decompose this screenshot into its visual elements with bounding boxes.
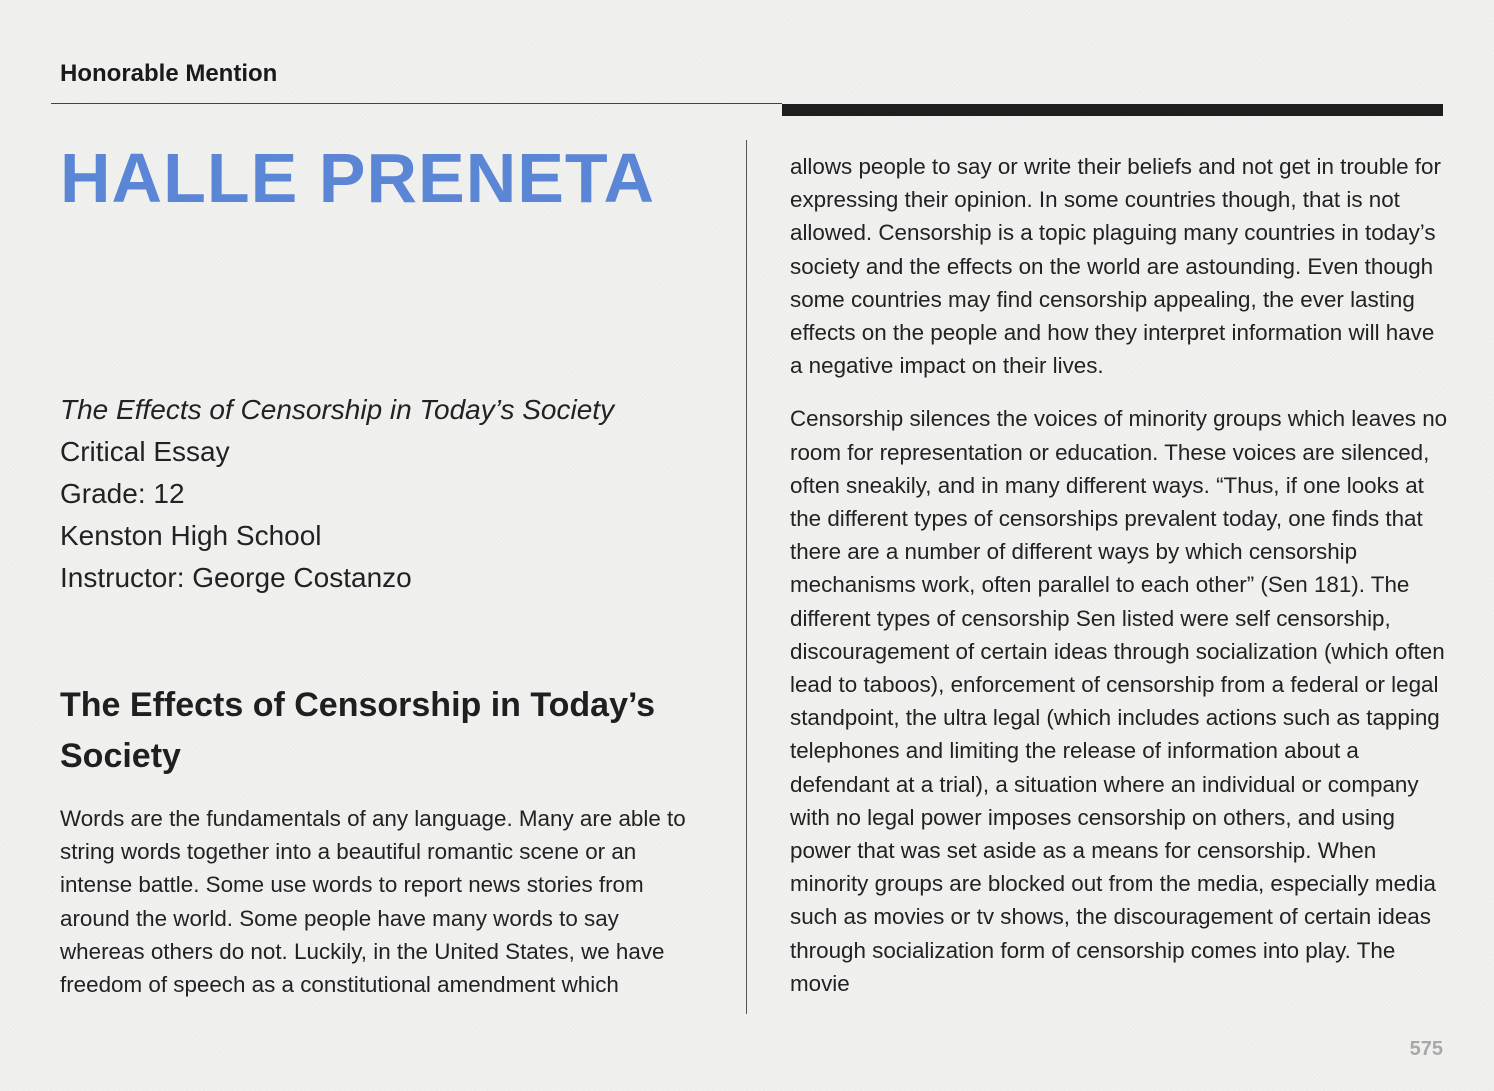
school-name: Kenston High School [60, 520, 322, 551]
instructor-name: Instructor: George Costanzo [60, 562, 412, 593]
student-grade: Grade: 12 [60, 478, 185, 509]
left-column-body [60, 802, 700, 1001]
header-rule-thin [51, 103, 782, 104]
body-paragraph: Censorship silences the voices of minority groups which leaves no room for representation or education. These voices are silenced, often sneakily, and in many different ways. “Thus, if one looks at the different types of censorships prevalent today, one finds that there are a number of different ways by which censorship mechanisms work, often parallel to each other” (Sen 181). The different types of censorship Sen listed were self censorship, discouragement of certain ideas through socialization (which often lead to taboos), enforcement of censorship from a federal or legal standpoint, the ultra legal (which includes actions such as tapping telephones and limiting the release of information about a defendant at a trial), a situation where an individual or company with no legal power imposes censorship on others, and using power that was set aside as a means for censorship. When minority groups are blocked out from the media, especially media such as movies or tv shows, the discouragement of certain ideas through socialization form of censorship comes into play. The movie [790, 406, 1448, 996]
body-paragraph: allows people to say or write their beliefs and not get in trouble for expressing their opinion. In some countries though, that is not allowed. Censorship is a topic plaguing many countries in today’s society and the effects on the world are astounding. Even though some countries may find censorship appealing, the ever lasting effects on the people and how they interpret information will have a negative impact on their lives. [790, 154, 1441, 379]
essay-heading: The Effects of Censorship in Today’s Society [60, 686, 656, 775]
column-divider [746, 140, 747, 1014]
essay-metadata [60, 389, 614, 599]
header-rule-thick [782, 104, 1443, 116]
page-number: 575 [1409, 1038, 1443, 1060]
body-paragraph: Words are the fundamentals of any language. Many are able to string words together into a beautiful romantic scene or an intense battle. Some use words to report news stories from around the world. Some people have many words to say whereas others do not. Luckily, in the United States, we have freedom of speech as a constitutional amendment which [60, 806, 686, 998]
right-column-body [790, 150, 1450, 1020]
essay-category: Critical Essay [60, 436, 230, 467]
award-label: Honorable Mention [60, 60, 278, 87]
author-name: HALLE PRENETA [60, 139, 656, 217]
essay-title-italic: The Effects of Censorship in Today’s Society [60, 394, 615, 425]
